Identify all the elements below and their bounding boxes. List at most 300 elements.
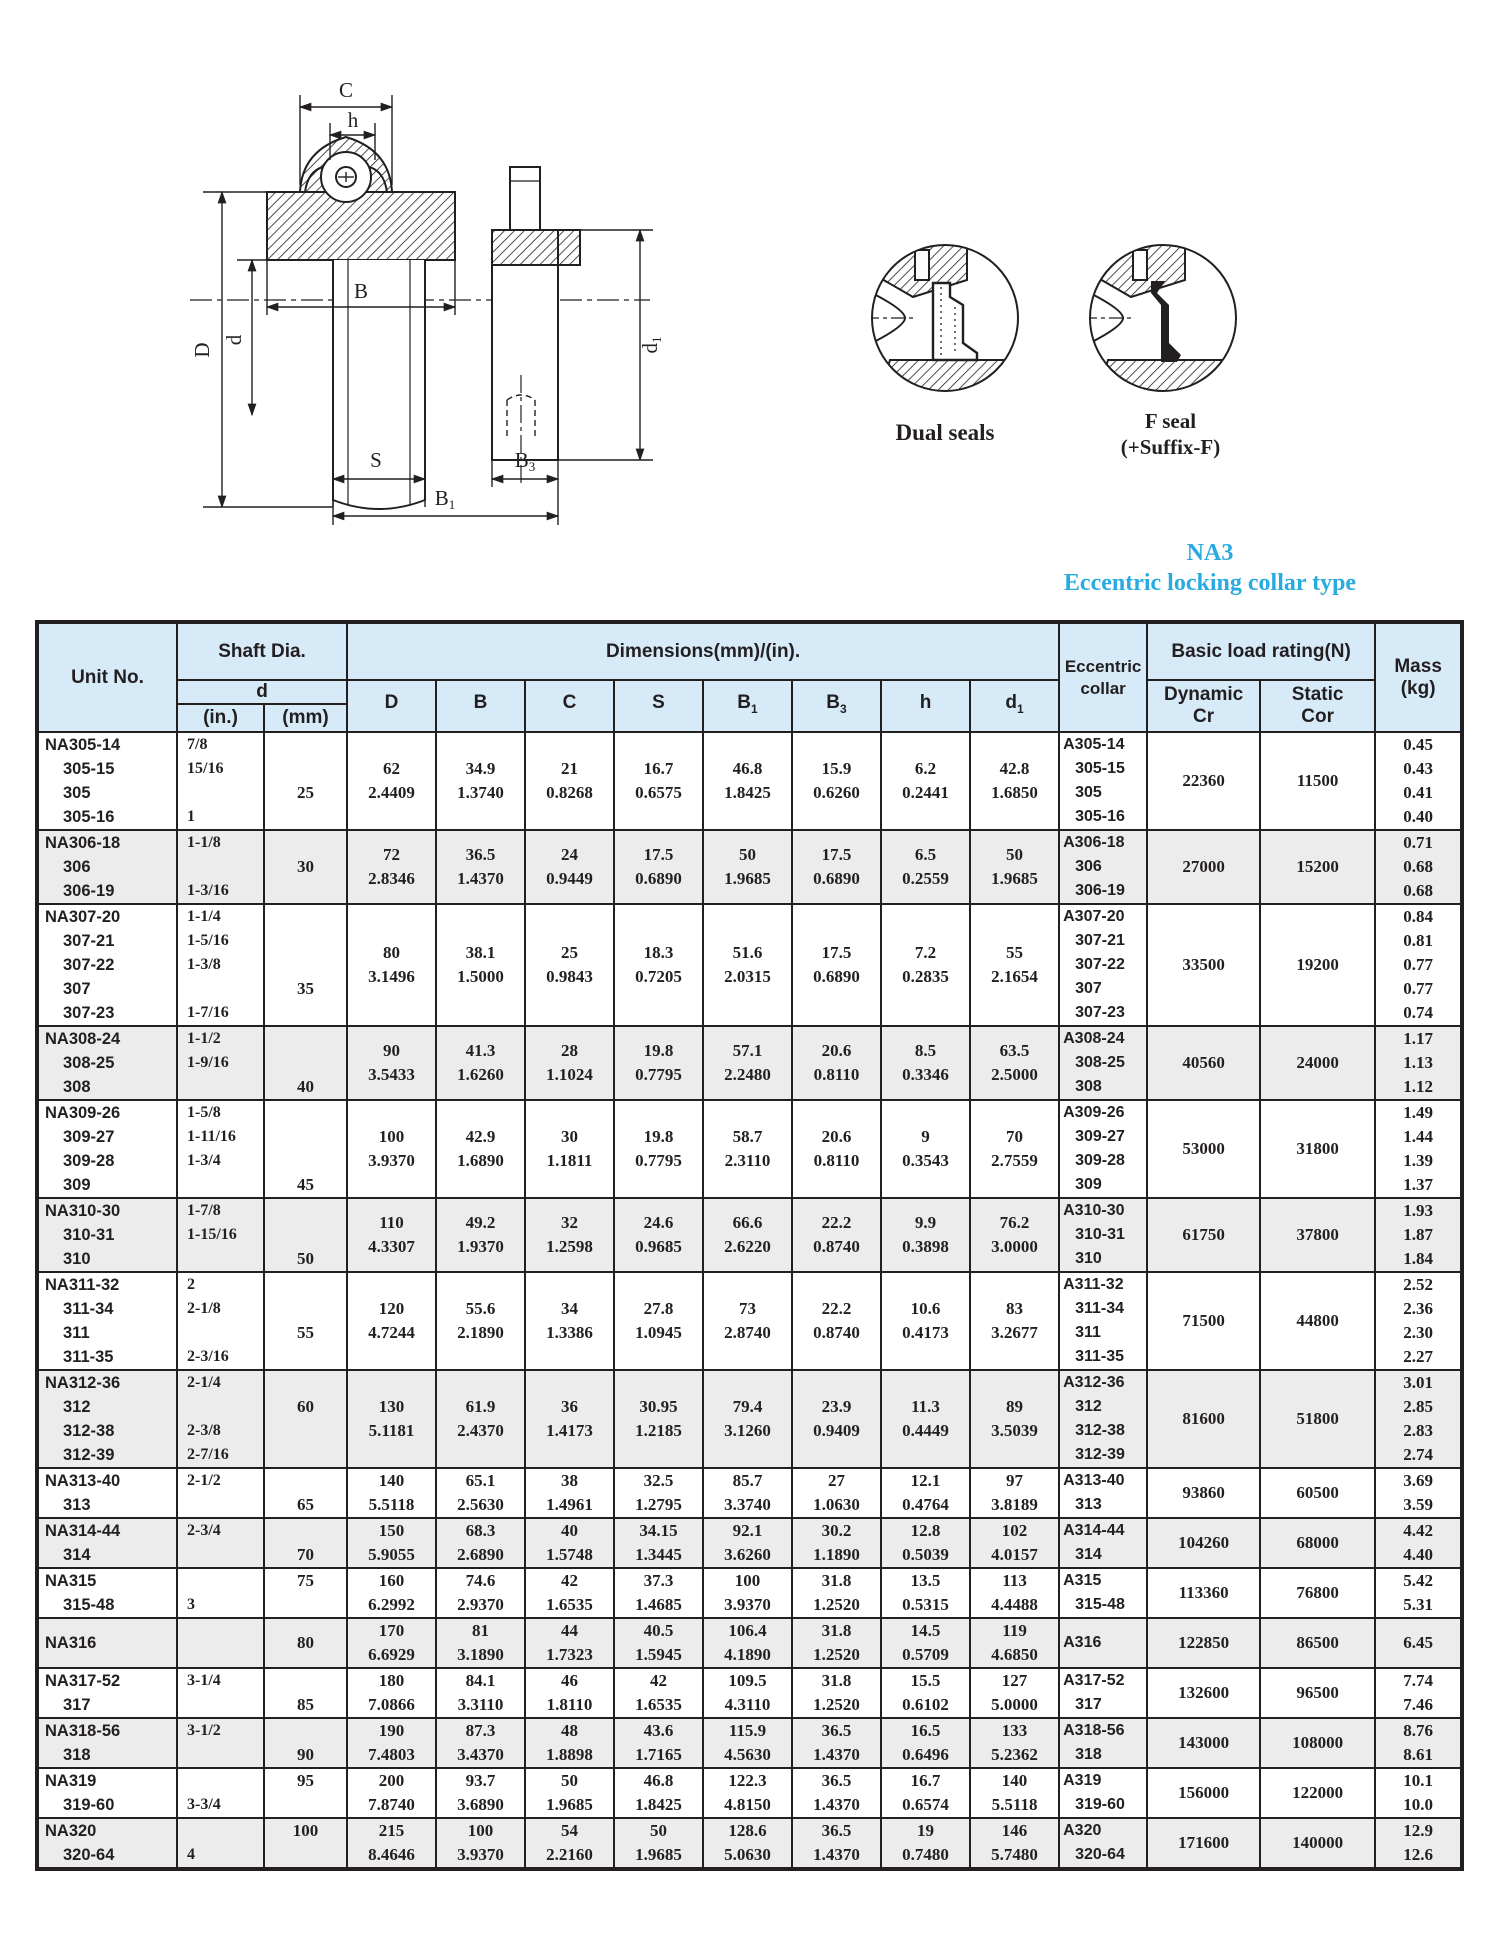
cell-line: 21	[561, 759, 578, 778]
mass-cell	[1375, 1568, 1462, 1618]
dim-D-cell	[347, 1668, 436, 1718]
cell-line: NA312-36	[45, 1374, 121, 1392]
table-header	[37, 622, 1462, 732]
cell-line: 0.2559	[902, 869, 949, 888]
cell-line: 3.8189	[991, 1495, 1038, 1514]
cell-line: A305-14	[1063, 736, 1125, 753]
cell-line: 305-16	[63, 808, 115, 826]
cell-line: 40	[561, 1521, 578, 1540]
dim-B3-cell	[792, 1568, 881, 1618]
cell-line: 0.6890	[635, 869, 682, 888]
cell-line: 24.6	[643, 1213, 674, 1232]
cell-line: 1-3/16	[187, 882, 229, 899]
cell-line: NA320	[45, 1822, 97, 1840]
cell-line: 305-15	[63, 760, 115, 778]
cell-line	[265, 1371, 346, 1395]
cell-line: 2.1654	[991, 967, 1038, 986]
cell-line	[265, 1593, 346, 1617]
cell-line: 115.9	[728, 1721, 767, 1740]
dim-h-cell	[881, 1618, 970, 1668]
cell-line: 80	[383, 943, 400, 962]
cell-line: 2.52	[1403, 1275, 1433, 1294]
cell-line: 0.3543	[902, 1151, 949, 1170]
cell-line: 1.6890	[457, 1151, 504, 1170]
cell-line: 305-16	[1075, 808, 1125, 825]
cell-line	[265, 1001, 346, 1025]
dim-B-cell	[436, 1370, 525, 1468]
dim-D-cell	[347, 1818, 436, 1869]
cell-line: 180	[378, 1671, 405, 1690]
dual-seals-caption: Dual seals	[895, 420, 995, 445]
dim-B3-cell	[792, 1026, 881, 1100]
dim-B-cell	[436, 1668, 525, 1718]
cell-line: 311-34	[1075, 1300, 1125, 1317]
unit-no-cell	[37, 1100, 177, 1198]
cell-line: 40.5	[643, 1621, 674, 1640]
cell-line: 317	[1075, 1696, 1102, 1713]
cell-line: A312-36	[1063, 1374, 1125, 1391]
cell-line	[265, 1027, 346, 1051]
cell-line: 25	[561, 943, 578, 962]
cell-line: 0.6260	[813, 783, 860, 802]
cell-line: 0.9409	[813, 1421, 860, 1440]
cell-line: 306-19	[1075, 882, 1125, 899]
unit-no-cell	[37, 1198, 177, 1272]
bearing-spec-table	[35, 620, 1464, 1871]
header-d-mm: (mm)	[264, 704, 347, 732]
dim-B1-cell	[703, 1818, 792, 1869]
cell-line: 312-39	[1075, 1446, 1125, 1463]
cell-line: 4	[187, 1846, 195, 1863]
cell-line: 0.5039	[902, 1545, 949, 1564]
cell-line: 143000	[1178, 1733, 1230, 1752]
dim-S-cell	[614, 1618, 703, 1668]
cell-line	[265, 1125, 346, 1149]
cell-line: 308	[1075, 1078, 1102, 1095]
dim-label-d1	[638, 337, 664, 354]
dim-D-cell	[347, 732, 436, 830]
mass-cell	[1375, 1668, 1462, 1718]
static-cor-cell	[1260, 830, 1375, 904]
cell-line: 1-11/16	[187, 1128, 236, 1145]
cell-line: 1.84	[1403, 1249, 1433, 1268]
dynamic-cr-cell	[1147, 1718, 1260, 1768]
cell-line: 100	[734, 1571, 761, 1590]
eccentric-collar-cell	[1059, 1370, 1147, 1468]
dim-D-cell	[347, 1272, 436, 1370]
cell-line: 1-5/16	[187, 932, 229, 949]
cell-line: 310-31	[1075, 1226, 1125, 1243]
dim-B3-cell	[792, 1272, 881, 1370]
cell-line: 5.31	[1403, 1595, 1433, 1614]
cell-line: 1.1811	[546, 1151, 593, 1170]
cell-line: 108000	[1292, 1733, 1344, 1752]
eccentric-collar-cell	[1059, 1818, 1147, 1869]
cell-line: 36	[561, 1397, 578, 1416]
dynamic-cr-cell	[1147, 830, 1260, 904]
cell-line: 0.8268	[546, 783, 593, 802]
cell-line: 312-39	[63, 1446, 115, 1464]
dim-B3-cell	[792, 1468, 881, 1518]
cell-line: 3	[187, 1596, 195, 1613]
table-row	[37, 1618, 1462, 1668]
dim-B1-cell	[703, 1370, 792, 1468]
cell-line: 7/8	[187, 736, 208, 753]
cell-line: 315-48	[1075, 1596, 1125, 1613]
cell-line: 306	[63, 858, 91, 876]
dim-h-cell	[881, 1668, 970, 1718]
cell-line: 1.4685	[635, 1595, 682, 1614]
cell-line: 10.0	[1403, 1795, 1433, 1814]
cell-line	[178, 1569, 263, 1593]
header-dim-B: B	[436, 680, 525, 732]
cell-line: 1.2520	[813, 1645, 860, 1664]
cell-line: 0.8740	[813, 1237, 860, 1256]
dim-B-cell	[436, 732, 525, 830]
cell-line: 3.9370	[368, 1151, 415, 1170]
cell-line: A307-20	[1063, 908, 1125, 925]
dim-C-cell	[525, 1618, 614, 1668]
cell-line	[178, 781, 263, 805]
cell-line: 3.3740	[724, 1495, 771, 1514]
dim-d1-cell	[970, 1370, 1059, 1468]
bearing-geometry	[190, 137, 650, 509]
cell-line: 1-9/16	[187, 1054, 229, 1071]
header-dim-D: D	[347, 680, 436, 732]
cell-line: 311-35	[63, 1348, 114, 1366]
cell-line: 320-64	[63, 1846, 115, 1864]
cell-line: 132600	[1178, 1683, 1230, 1702]
dim-B-cell	[436, 830, 525, 904]
shaft-dia-mm-cell	[264, 1618, 347, 1668]
dim-B-cell	[436, 1026, 525, 1100]
dim-B3-cell	[792, 1768, 881, 1818]
cell-line: 32	[561, 1213, 578, 1232]
cell-line: 1.12	[1403, 1077, 1433, 1096]
cell-line: 156000	[1178, 1783, 1230, 1802]
cell-line: 7.46	[1403, 1695, 1433, 1714]
cell-line: 95	[297, 1771, 314, 1790]
cell-line: 4.8150	[724, 1795, 771, 1814]
cell-line: 9.9	[914, 1213, 937, 1232]
dim-D-cell	[347, 1518, 436, 1568]
cell-line	[178, 1173, 263, 1197]
header-shaft-dia: Shaft Dia.	[177, 622, 347, 680]
dim-D-cell	[347, 904, 436, 1026]
cell-line: 312	[1075, 1398, 1102, 1415]
unit-no-cell	[37, 1668, 177, 1718]
cell-line: 76800	[1296, 1583, 1339, 1602]
dim-B1-cell	[703, 1668, 792, 1718]
cell-line: 318	[1075, 1746, 1102, 1763]
cell-line: 319-60	[63, 1796, 115, 1814]
cell-line: 58.7	[732, 1127, 763, 1146]
cell-line: 1.8425	[635, 1795, 682, 1814]
shaft-dia-in-cell	[177, 1198, 264, 1272]
header-eccentric-collar	[1059, 622, 1147, 732]
static-cor-cell	[1260, 1026, 1375, 1100]
header-dynamic-line2: Cr	[1193, 706, 1215, 727]
cell-line: 30	[297, 857, 314, 876]
dim-h-cell	[881, 1768, 970, 1818]
cell-line: A317-52	[1063, 1672, 1125, 1689]
cell-line: 2-1/4	[187, 1374, 221, 1391]
shaft-dia-in-cell	[177, 732, 264, 830]
cell-line: 38.1	[465, 943, 496, 962]
cell-line: 11500	[1296, 771, 1339, 790]
cell-line: 122.3	[728, 1771, 767, 1790]
cell-line: 36.5	[821, 1821, 852, 1840]
eccentric-collar-cell	[1059, 1198, 1147, 1272]
dim-h-cell	[881, 1718, 970, 1768]
cell-line: NA308-24	[45, 1030, 121, 1048]
static-cor-cell	[1260, 904, 1375, 1026]
cell-line: 2	[187, 1276, 195, 1293]
static-cor-cell	[1260, 1468, 1375, 1518]
cell-line: 28	[561, 1041, 578, 1060]
cell-line: 61.9	[465, 1397, 496, 1416]
dim-C-cell	[525, 732, 614, 830]
cell-line: 308-25	[1075, 1054, 1125, 1071]
shaft-dia-in-cell	[177, 1568, 264, 1618]
dim-h-cell	[881, 1100, 970, 1198]
eccentric-collar-cell	[1059, 1468, 1147, 1518]
cell-line: 1	[187, 808, 195, 825]
cell-line: 85.7	[732, 1471, 763, 1490]
dim-S-cell	[614, 1718, 703, 1768]
cell-line: 1.37	[1403, 1175, 1433, 1194]
cell-line: 312-38	[63, 1422, 115, 1440]
cell-line: 0.6574	[902, 1795, 949, 1814]
cell-line	[265, 1223, 346, 1247]
cell-line: 6.2	[914, 759, 937, 778]
cell-line: 3.1890	[457, 1645, 504, 1664]
cell-line: 30.95	[639, 1397, 678, 1416]
cell-line: 3.5433	[368, 1065, 415, 1084]
cell-line: 90	[297, 1745, 314, 1764]
cell-line: 0.2835	[902, 967, 949, 986]
dynamic-cr-cell	[1147, 1568, 1260, 1618]
mass-cell	[1375, 1818, 1462, 1869]
cell-line	[265, 953, 346, 977]
static-cor-cell	[1260, 1198, 1375, 1272]
cell-line: 113360	[1178, 1583, 1229, 1602]
cell-line: 9	[921, 1127, 930, 1146]
cell-line: 130	[378, 1397, 405, 1416]
dim-B3-cell	[792, 1718, 881, 1768]
cell-line: 122000	[1292, 1783, 1344, 1802]
dim-d1-cell	[970, 1768, 1059, 1818]
cell-line: 1-1/2	[187, 1030, 221, 1047]
cell-line: 2.4409	[368, 783, 415, 802]
series-title-type: Eccentric locking collar type	[1063, 570, 1357, 596]
cell-line	[178, 1819, 263, 1843]
table-row	[37, 1518, 1462, 1568]
cell-line: 40560	[1182, 1053, 1225, 1072]
cell-line: 0.41	[1403, 783, 1433, 802]
cell-line: 5.0630	[724, 1845, 771, 1864]
cell-line	[178, 1631, 263, 1655]
cell-line: 53000	[1182, 1139, 1225, 1158]
dim-B3-cell	[792, 1668, 881, 1718]
static-cor-cell	[1260, 732, 1375, 830]
cell-line: 1-1/8	[187, 834, 221, 851]
header-dim-C: C	[525, 680, 614, 732]
cell-line: NA315	[45, 1572, 97, 1590]
dim-B3-cell	[792, 1100, 881, 1198]
cell-line: 80	[297, 1633, 314, 1652]
cell-line: 309-27	[1075, 1128, 1125, 1145]
cell-line: 15200	[1296, 857, 1339, 876]
dim-B-cell	[436, 904, 525, 1026]
cell-line: 310	[63, 1250, 91, 1268]
cell-line: 3.6260	[724, 1545, 771, 1564]
cell-line: 306	[1075, 858, 1102, 875]
dim-B1-cell	[703, 732, 792, 830]
cell-line: 2.5630	[457, 1495, 504, 1514]
cell-line: 309-28	[1075, 1152, 1125, 1169]
cell-line: 320-64	[1075, 1846, 1125, 1863]
dynamic-cr-cell	[1147, 904, 1260, 1026]
cell-line: A315	[1063, 1572, 1102, 1589]
cell-line: 70	[297, 1545, 314, 1564]
cell-line: 0.3898	[902, 1237, 949, 1256]
dim-d1-cell	[970, 1198, 1059, 1272]
cell-line: 0.81	[1403, 931, 1433, 950]
cell-line: 2.85	[1403, 1397, 1433, 1416]
shaft-dia-in-cell	[177, 1668, 264, 1718]
cell-line: 3.4370	[457, 1745, 504, 1764]
eccentric-collar-cell	[1059, 1718, 1147, 1768]
cell-line: 15.5	[910, 1671, 941, 1690]
cell-line: 3-1/4	[187, 1672, 221, 1689]
cell-line: 93.7	[465, 1771, 496, 1790]
header-basic-load-rating: Basic load rating(N)	[1147, 622, 1375, 680]
cell-line: 76.2	[999, 1213, 1030, 1232]
dim-h-cell	[881, 1026, 970, 1100]
dim-C-cell	[525, 904, 614, 1026]
cell-line: NA306-18	[45, 834, 121, 852]
cell-line: 15.9	[821, 759, 852, 778]
cell-line: A306-18	[1063, 834, 1125, 851]
cell-line: 19	[917, 1821, 934, 1840]
cell-line: A320	[1063, 1822, 1102, 1839]
cell-line: 6.5	[914, 845, 937, 864]
cell-line: 50	[297, 1249, 314, 1268]
mass-cell	[1375, 1718, 1462, 1768]
dim-B1-cell	[703, 904, 792, 1026]
dim-D-cell	[347, 1768, 436, 1818]
cell-line	[265, 1793, 346, 1817]
cell-line: 17.5	[821, 943, 852, 962]
cell-line: NA313-40	[45, 1472, 121, 1490]
cell-line: 2-3/16	[187, 1348, 229, 1365]
cell-line: 3.1260	[724, 1421, 771, 1440]
cell-line: 0.77	[1403, 979, 1433, 998]
cell-line: 1.4961	[546, 1495, 593, 1514]
cell-line	[178, 1693, 263, 1717]
dim-h-cell	[881, 1568, 970, 1618]
cell-line: 319-60	[1075, 1796, 1125, 1813]
cell-line: 7.74	[1403, 1671, 1433, 1690]
cell-line: 2.6220	[724, 1237, 771, 1256]
dynamic-cr-cell	[1147, 1026, 1260, 1100]
cell-line: 312-38	[1075, 1422, 1125, 1439]
dynamic-cr-cell	[1147, 1100, 1260, 1198]
cell-line: 50	[1006, 845, 1024, 864]
dim-C-cell	[525, 1768, 614, 1818]
cell-line: NA311-32	[45, 1276, 120, 1294]
static-cor-cell	[1260, 1272, 1375, 1370]
shaft-dia-mm-cell	[264, 1818, 347, 1869]
cell-line	[265, 805, 346, 829]
cell-line: 31.8	[821, 1671, 852, 1690]
cell-line: 140000	[1292, 1833, 1344, 1852]
cell-line: 119	[1002, 1621, 1027, 1640]
eccentric-collar-cell	[1059, 1568, 1147, 1618]
dim-B1-cell	[703, 1100, 792, 1198]
dim-B1-cell	[703, 830, 792, 904]
cell-line	[265, 929, 346, 953]
cell-line: 3.9370	[724, 1595, 771, 1614]
cell-line	[265, 1443, 346, 1467]
cell-line: 1.8425	[724, 783, 771, 802]
eccentric-collar-cell	[1059, 830, 1147, 904]
dim-D-cell	[347, 1198, 436, 1272]
cell-line: 122850	[1178, 1633, 1230, 1652]
dim-h-cell	[881, 1272, 970, 1370]
cell-line: 33500	[1182, 955, 1225, 974]
cell-line: 7.4803	[368, 1745, 415, 1764]
dim-label-h: h	[347, 108, 359, 132]
cell-line	[178, 1743, 263, 1767]
cell-line	[265, 879, 346, 903]
cell-line: 17.5	[821, 845, 852, 864]
cell-line: A318-56	[1063, 1722, 1125, 1739]
cell-line: 314	[63, 1546, 91, 1564]
dim-label-B3: B3	[514, 448, 536, 474]
dim-B1-cell	[703, 1198, 792, 1272]
cell-line: 1.3445	[635, 1545, 682, 1564]
shaft-dia-in-cell	[177, 1718, 264, 1768]
cell-line: 27	[828, 1471, 845, 1490]
eccentric-collar-cell	[1059, 1272, 1147, 1370]
cell-line: A309-26	[1063, 1104, 1125, 1121]
cell-line: 10.1	[1403, 1771, 1433, 1790]
cell-line: 1.6535	[546, 1595, 593, 1614]
cell-line: NA319	[45, 1772, 97, 1790]
cell-line: 109.5	[728, 1671, 767, 1690]
cell-line: 1.0630	[813, 1495, 860, 1514]
cell-line: 1.9370	[457, 1237, 504, 1256]
dim-B-cell	[436, 1468, 525, 1518]
cell-line: 35	[297, 979, 314, 998]
static-cor-cell	[1260, 1518, 1375, 1568]
dim-B-cell	[436, 1198, 525, 1272]
cell-line: 1-15/16	[187, 1226, 237, 1243]
shaft-dia-mm-cell	[264, 1518, 347, 1568]
cell-line: 31800	[1296, 1139, 1339, 1158]
dim-S-cell	[614, 830, 703, 904]
eccentric-collar-cell	[1059, 1026, 1147, 1100]
dynamic-cr-cell	[1147, 1818, 1260, 1869]
cell-line: 311-35	[1075, 1348, 1125, 1365]
cell-line: 3.6890	[457, 1795, 504, 1814]
cell-line: 307-23	[63, 1004, 115, 1022]
dim-h-cell	[881, 904, 970, 1026]
cell-line: 0.4449	[902, 1421, 949, 1440]
cell-line: 0.6496	[902, 1745, 949, 1764]
